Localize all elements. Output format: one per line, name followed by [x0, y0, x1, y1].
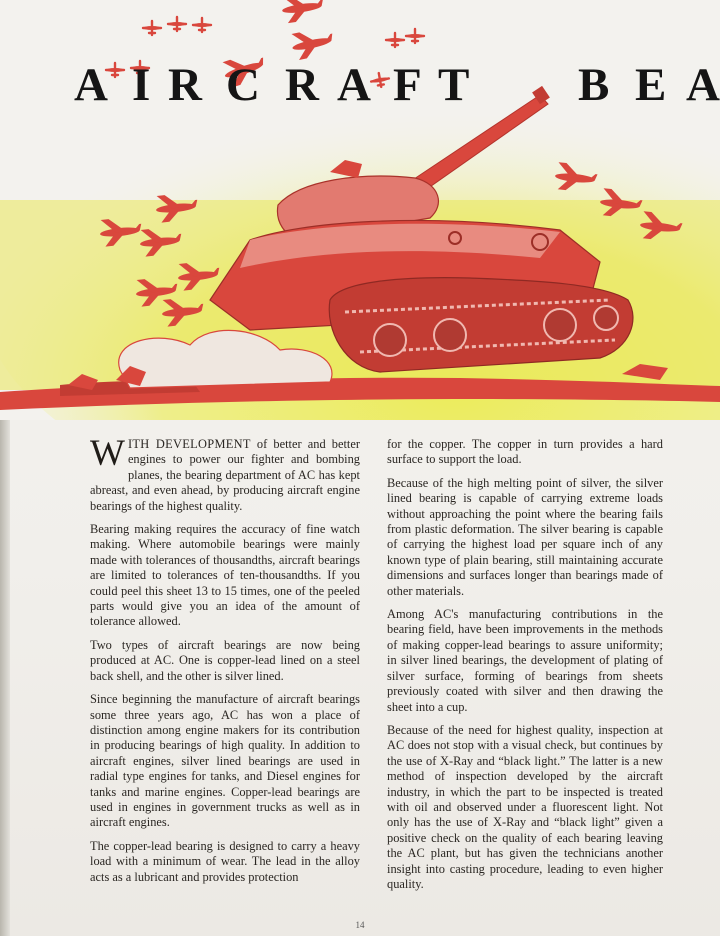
title-letter: C [226, 59, 260, 111]
title-letter: A [74, 59, 108, 111]
title-letter: R [168, 59, 202, 111]
article-paragraph [90, 433, 360, 514]
article-paragraph: for the copper. The copper in turn provides a hard surface to support the load. [387, 437, 663, 467]
page-number: 14 [355, 920, 365, 930]
page-title [0, 58, 720, 128]
article-column-right [387, 437, 663, 900]
title-letter: B [578, 59, 610, 111]
title-letter: T [438, 59, 470, 111]
title-letter: R [285, 59, 319, 111]
article-paragraph: Since beginning the manufacture of aircraft bearings some three years ago, AC has won a place of distinction among engine makers for its contribution in producing bearings of high quality. In addition to aircraft engines, silver lined bearings are used in radial type engines for tanks, and Diesel engines for tanks and marine engines. Copper-lead bearings are used in engines in government trucks as well as in aircraft engines. [90, 692, 360, 830]
article-paragraph: The copper-lead bearing is designed to carry a heavy load with a minimum of wear. The lead in the alloy acts as a lubricant and provides protection [90, 838, 360, 884]
paragraph-text: of better and better engines to power our fighter and bombing planes, the bearing department of AC has kept abreast, and even ahead, by producing aircraft engine bearings of the highest quality. [90, 437, 360, 513]
title-letter: A [686, 59, 720, 111]
title-letter: E [635, 59, 667, 111]
lead-in-caps: ITH DEVELOPMENT [127, 437, 251, 451]
article-paragraph: Because of the need for highest quality, inspection at AC does not stop with a visual check, but continues by the use of X-Ray and “black light.” The latter is a new method of inspection developed by the aircraft industry, in which the part to be inspected is treated with oil and observed under a fluorescent light. Not only has the use of X-Ray and “black light” given a positive check on the quality of each bearing leaving the AC plant, but has given the technicians another insight into casting procedure, leading to even higher quality. [387, 722, 663, 891]
title-letter: A [337, 59, 371, 111]
article-paragraph: Among AC's manufacturing contributions in the bearing field, have been improvements in the methods of making copper-lead bearings to assure uniformity; in silver lined bearings, the development of plating of silver surface, forming of bearings from sheets previously coated with silver and then drawing the sheet into a cup. [387, 607, 663, 714]
title-letter: F [393, 59, 422, 111]
article-column-left [90, 433, 360, 893]
drop-cap: W [90, 433, 125, 474]
title-letter: I [132, 59, 151, 111]
article-paragraph: Bearing making requires the accuracy of fine watch making. Where automobile bearings were mainly made with tolerances of thousandths, aircraft bearings are limited to tolerances of ten-thousandths. If you could peel this sheet 13 to 15 times, one of the peeled parts would give you an idea of the amount of tolerance allowed. [90, 522, 360, 629]
article-paragraph: Because of the high melting point of silver, the silver lined bearing is capable of carrying extreme loads without approaching the point where the bearing fails from plastic deformation. The silver bearing is capable of carrying the highest load per square inch of any known type of plain bearing, still maintaining accurate dimensions and surfaces longer than bearings made of other materials. [387, 475, 663, 598]
article-paragraph: Two types of aircraft bearings are now being produced at AC. One is copper-lead lined on a steel back shell, and the other is silver lined. [90, 637, 360, 683]
